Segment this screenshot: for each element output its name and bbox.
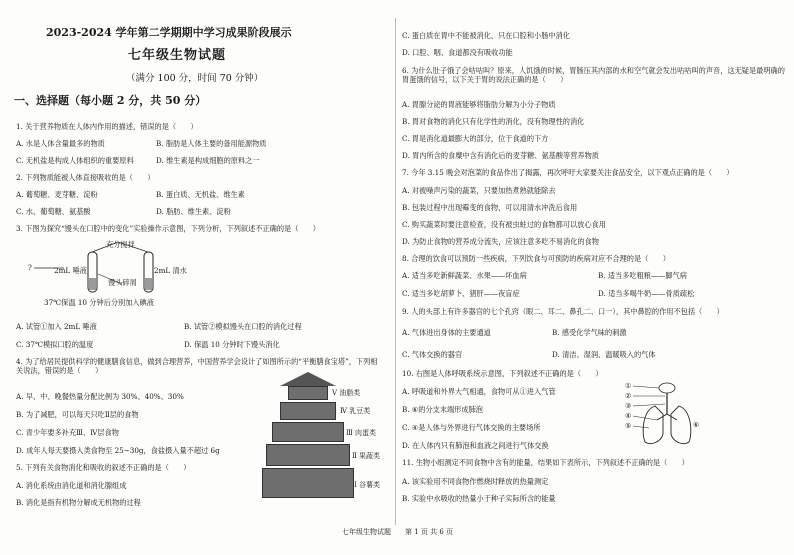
- q3-option-b: B. 试管②模拟馒头在口腔的消化过程: [184, 322, 302, 331]
- q10-option-d: D. 在人体内只有肺泡和血液之间进行气体交换: [402, 441, 549, 450]
- q9-option-c: C. 气体交换的器官: [402, 350, 463, 359]
- food-pyramid: [262, 372, 382, 500]
- q3-option-c: C. 37℃模拟口腔的温度: [16, 340, 94, 349]
- resp-label-6: ⑥: [693, 420, 700, 429]
- q6-option-b: B. 胃对食物的消化只有化学性的消化，没有物理性的消化: [402, 117, 585, 126]
- question-8: 8. 合理的饮食可以预防一些疾病，下列饮食与可预防的疾病对应不合理的是（ ）: [402, 254, 670, 263]
- pyramid-level-2-label: Ⅱ 果蔬类: [352, 452, 380, 460]
- q1-option-d: D. 维生素是构成细胞的原料之一: [156, 156, 260, 165]
- q6-option-a: A. 胃腺分泌的胃液能够将脂肪分解为小分子物质: [402, 100, 556, 109]
- q2-option-c: C. 水、葡萄糖、氨基酸: [16, 207, 91, 216]
- exam-title: 2023-2024 学年第二学期期中学习成果阶段展示: [46, 26, 292, 39]
- question-3: 3. 下图为探究“馒头在口腔中的变化”实验操作示意图，下列分析，下列叙述不正确的是（ ）: [16, 224, 320, 233]
- q11-option-a: A. 该实验用不同食物作燃烧时释放的热量测定: [402, 477, 549, 486]
- q2-option-b: B. 蛋白质、无机盐、维生素: [156, 190, 245, 199]
- resp-label-3: ③: [625, 401, 632, 410]
- pyramid-level-3: [272, 422, 344, 442]
- exam-score-time: （满分 100 分，时间 70 分钟）: [126, 73, 264, 84]
- resp-label-5: ⑤: [625, 421, 632, 430]
- q6-option-c: C. 胃是消化道最膨大的部分，位于食道的下方: [402, 134, 549, 143]
- question-5: 5. 下列有关食物消化和吸收的叙述不正确的是（ ）: [16, 463, 191, 472]
- pyramid-level-4: [280, 402, 336, 420]
- saliva-experiment-diagram: [26, 238, 216, 316]
- q7-option-c: C. 购买蔬菜时要注意检查，没有被虫蛀过的食物都可以放心食用: [402, 220, 606, 229]
- q3-right-tube-label: 2mL 清水: [154, 266, 187, 275]
- q1-option-a: A. 水是人体含量最多的物质: [16, 139, 105, 148]
- q10-option-c: C. ④是人体与外界进行气体交换的主要场所: [402, 423, 541, 432]
- section-title: 一、选择题（每小题 2 分，共 50 分）: [14, 94, 207, 107]
- q9-option-d: D. 清洁、湿润、温暖吸入的气体: [552, 350, 656, 359]
- q9-option-b: B. 感受化学气味的刺激: [552, 328, 627, 337]
- q4-option-c: C. 青少年要多补充Ⅲ、Ⅳ层食物: [16, 428, 119, 437]
- q8-option-c: C. 适当多吃胡萝卜、猪肝——夜盲症: [402, 289, 520, 298]
- pyramid-level-4-label: Ⅳ 乳豆类: [340, 407, 371, 415]
- pyramid-level-2: [266, 444, 350, 466]
- q3-unknown-label: ?: [28, 263, 32, 272]
- question-6: 6. 为什么肚子饿了会咕咕叫？原来，人饥饿的时候，胃肠压其内部的水和空气就会发出咕咕叫的声音，这无疑是最明确的胃蛋饿的信号，以下关于胃的说法正确的是（ ）: [402, 66, 785, 84]
- q8-option-b: B. 适当多吃粗粮——脚气病: [598, 271, 687, 280]
- q4-option-d: D. 成年人每天要摄入类食物至 25~30g，食盐摄入量不超过 6g: [16, 446, 220, 455]
- question-7: 7. 今年 3.15 晚会对泡菜的食品作出了揭露，再次呼吁大家要关注食品安全，以下观点正确的是（ ）: [402, 168, 734, 177]
- pyramid-level-1-label: Ⅰ 谷薯类: [354, 481, 380, 489]
- q5-option-c: C. 蛋白质在胃中不能被消化，只在口腔和小肠中消化: [402, 31, 570, 40]
- q5-option-a: A. 消化系统由消化道和消化腺组成: [16, 481, 127, 490]
- respiratory-system-diagram: [625, 380, 700, 450]
- q3-bread-label: 馒头碎屑: [108, 278, 137, 287]
- question-4: 4. 为了给居民提供科学的健康膳食信息，做到合理营养，中国营养学会设计了如图所示的“平衡膳食宝塔”，下列相关说法，错误的是（ ）: [16, 357, 378, 375]
- question-11: 11. 生物小组测定不同食物中含有的能量，结果如下表所示，下列叙述不正确的是（ ）: [402, 458, 689, 467]
- lungs-drawing: [625, 380, 700, 450]
- pyramid-level-1: [262, 468, 354, 498]
- column-divider: [395, 18, 396, 525]
- resp-label-2: ②: [625, 391, 632, 400]
- q3-left-tube-label: 2mL 唾液: [54, 266, 87, 275]
- q3-stir-label: 充分搅拌: [106, 240, 135, 249]
- q3-option-a: A. 试管①加入 2mL 唾液: [16, 322, 97, 331]
- q4-option-a: A. 早、中、晚餐热量分配比例为 30%、40%、30%: [16, 392, 184, 401]
- q11-option-b: B. 实验中水吸收的热量小于种子实际所含的能量: [402, 494, 556, 503]
- question-2: 2. 下列物质能被人体直接吸收的是（ ）: [16, 173, 155, 182]
- exam-subject-title: 七年级生物试题: [128, 48, 227, 63]
- q8-option-d: D. 适当多喝牛奶——骨质疏松: [598, 289, 695, 298]
- q7-option-a: A. 对被噪声污染的蔬菜，只要加热煮熟就能除去: [402, 186, 556, 195]
- q10-option-a: A. 呼吸道和外界大气相通，食物可从①进入气管: [402, 387, 556, 396]
- page-footer: 七年级生物试题 第 1 页 共 6 页: [342, 528, 454, 536]
- q6-option-d: D. 胃内所含的食糜中含有消化后的麦芽糖、氨基酸等营养物质: [402, 151, 599, 160]
- q3-bottom-label: 37℃保温 10 分钟后分别加入碘液: [44, 298, 154, 307]
- q4-option-b: B. 为了减肥，可以每天只吃Ⅱ层的食物: [16, 410, 139, 419]
- q5-option-d: D. 口腔、咽、食道都没有吸收功能: [402, 48, 513, 57]
- q10-option-b: B. ⑥的分支末端形成肺泡: [402, 405, 483, 414]
- right-column: [398, 0, 794, 555]
- q9-option-a: A. 气体进出身体的主要通道: [402, 328, 491, 337]
- q7-option-d: D. 为防止食物的营养成分流失，应该注意多吃不易消化的食物: [402, 237, 599, 246]
- q1-option-b: B. 脂肪是人体主要的备用能源物质: [156, 139, 267, 148]
- question-1: 1. 关于营养物质在人体内作用的描述，错误的是（ ）: [16, 122, 198, 131]
- q2-option-a: A. 葡萄糖、麦芽糖、淀粉: [16, 190, 98, 199]
- q2-option-d: D. 脂肪、维生素、淀粉: [156, 207, 231, 216]
- pyramid-level-3-label: Ⅲ 肉蛋类: [346, 429, 376, 437]
- question-9: 9. 人的头部上有许多器官的七个孔窍（眼二、耳二、鼻孔二、口一），其中鼻腔的作用不包括（ ）: [402, 307, 724, 316]
- pyramid-level-5: [288, 386, 328, 400]
- q8-option-a: A. 适当多吃新鲜蔬菜、水果——坏血病: [402, 271, 527, 280]
- resp-label-1: ①: [625, 381, 632, 390]
- q1-option-c: C. 无机盐是构成人体组织的重要原料: [16, 156, 134, 165]
- question-10: 10. 右图是人体呼吸系统示意图，下列叙述不正确的是（ ）: [402, 369, 603, 378]
- pyramid-roof: [280, 372, 336, 386]
- left-column: [0, 0, 394, 555]
- q3-option-d: D. 保温 10 分钟时下馒头消化: [184, 340, 280, 349]
- q5-option-b: B. 消化是指有机物分解成无机物的过程: [16, 498, 141, 507]
- resp-label-4: ④: [625, 411, 632, 420]
- pyramid-level-5-label: Ⅴ 油脂类: [332, 389, 361, 397]
- q7-option-b: B. 包装过程中出现霉变的食物，可以用清水冲洗后食用: [402, 203, 578, 212]
